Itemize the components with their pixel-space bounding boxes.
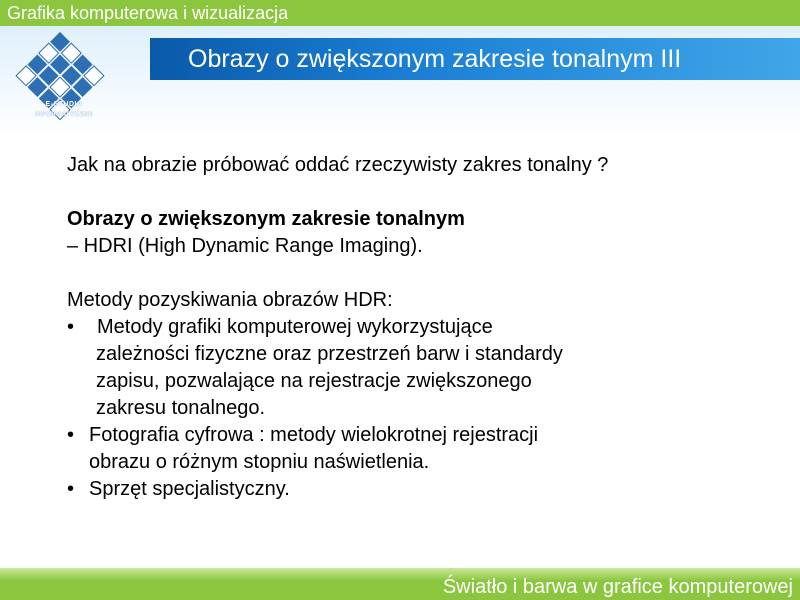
- hdr-subheading: – HDRI (High Dynamic Range Imaging).: [67, 235, 423, 257]
- bullet-marker: •: [67, 316, 75, 338]
- methods-heading: Metody pozyskiwania obrazów HDR:: [67, 289, 393, 311]
- lecture-title: Światło i barwa w grafice komputerowej: [442, 576, 793, 598]
- bullet-line: zależności fizyczne oraz przestrzeń barw i standardy: [96, 343, 563, 365]
- bullet-marker: •: [67, 424, 75, 446]
- bullet-item-specialized-hardware: [67, 476, 767, 503]
- logo-text-informatyczne: INFORMATYCZNE: [34, 112, 94, 118]
- hdr-heading: Obrazy o zwiększonym zakresie tonalnym: [67, 208, 465, 230]
- bullet-line: Sprzęt specjalistyczny.: [89, 478, 290, 500]
- bullet-line: zakresu tonalnego.: [96, 397, 266, 419]
- logo-text-estudia: E-STUDIA: [45, 101, 83, 108]
- spacer: [67, 260, 767, 287]
- header-bar: [0, 0, 800, 26]
- bullet-marker: •: [67, 478, 75, 500]
- slide-title: Obrazy o zwiększonym zakresie tonalnym III: [188, 45, 682, 73]
- bullet-line: Fotografia cyfrowa : metody wielokrotnej rejestracji: [89, 424, 539, 446]
- course-title: Grafika komputerowa i wizualizacja: [7, 3, 289, 23]
- bullet-item-digital-photography: [67, 422, 767, 476]
- footer-bar: [0, 568, 800, 600]
- bullet-line: Metody grafiki komputerowej wykorzystujące: [97, 316, 493, 338]
- bullet-line: zapisu, pozwalające na rejestracje zwiększonego: [96, 370, 532, 392]
- bullet-item-computer-graphics: [67, 314, 767, 422]
- bullet-line: obrazu o różnym stopniu naświetlenia.: [89, 451, 430, 473]
- question-text: Jak na obrazie próbować oddać rzeczywisty zakres tonalny ?: [67, 154, 609, 176]
- spacer: [67, 179, 767, 206]
- slide-body: [67, 152, 767, 503]
